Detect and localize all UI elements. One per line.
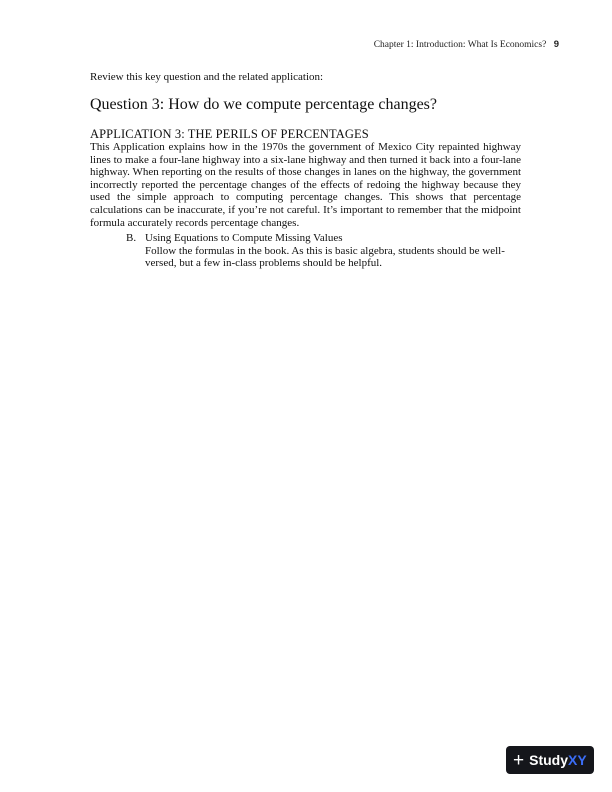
page-number: 9 — [553, 39, 559, 50]
intro-text: Review this key question and the related application: — [90, 71, 324, 83]
badge-word-study: Study — [529, 752, 568, 768]
application-title: APPLICATION 3: THE PERILS OF PERCENTAGES — [90, 127, 369, 141]
section-b — [126, 232, 526, 270]
section-b-body: Follow the formulas in the book. As this is basic algebra, students should be well-versed, but a few in-class problems should be helpful. — [145, 244, 505, 270]
application-body: This Application explains how in the 1970s the government of Mexico City repainted highway lines to make a four-lane highway into a six-lane highway and then turned it back into a four-lane highway. When reporting on the results of those changes in lanes on the highway, the government incorrectly reported the percentage changes of the effects of redoing the highway because they used the simple approach to computing percentage changes. This shows that percentage calculations can be inaccurate, if you’re not careful. It’s important to remember that the midpoint formula accurately records percentage changes. — [90, 141, 521, 229]
chapter-title: Chapter 1: Introduction: What Is Economics? — [373, 40, 547, 50]
plus-icon: + — [513, 749, 525, 771]
question-heading: Question 3: How do we compute percentage changes? — [90, 96, 437, 113]
section-b-title: Using Equations to Compute Missing Values — [145, 232, 343, 244]
page-header — [374, 39, 559, 50]
section-b-heading — [126, 232, 526, 245]
section-b-letter: B. — [126, 232, 137, 244]
studyxy-badge[interactable] — [506, 746, 594, 774]
badge-word-xy: XY — [568, 752, 587, 768]
